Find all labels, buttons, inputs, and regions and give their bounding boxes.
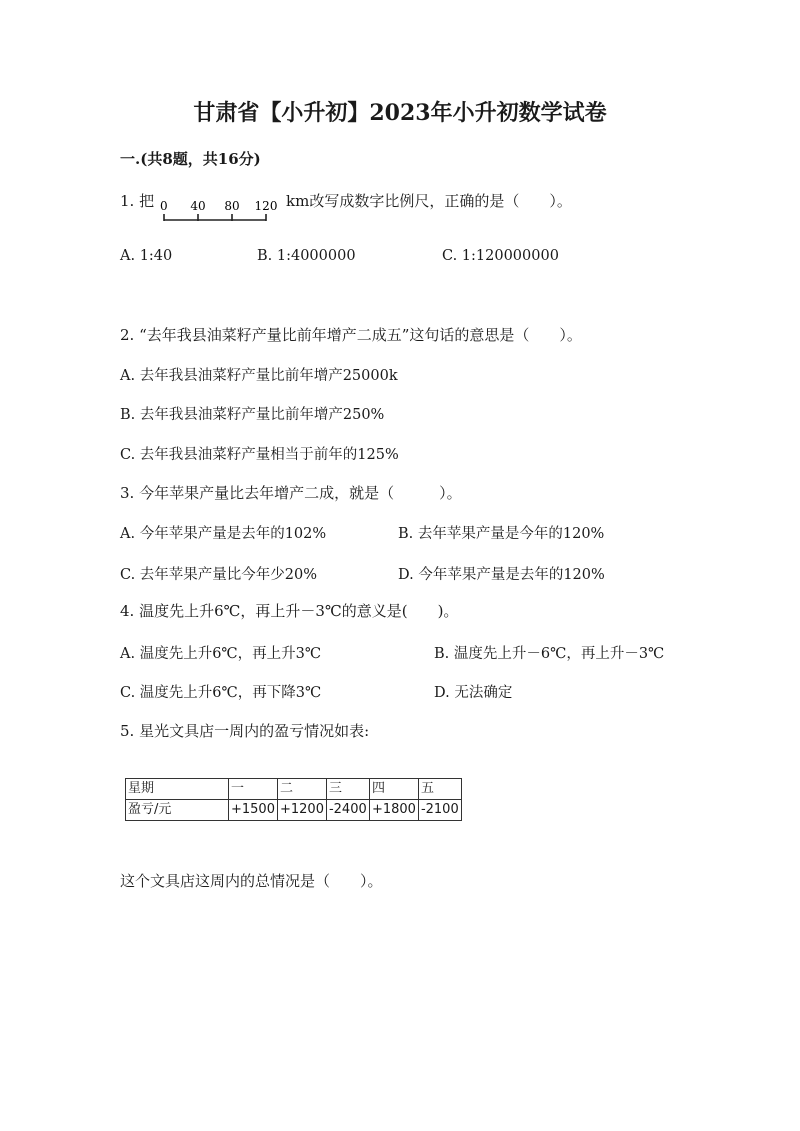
scale-bar [158,194,280,224]
table-header-cell: 星期 [126,779,229,800]
table-cell: 盈亏/元 [126,800,229,821]
table-cell: -2100 [418,800,461,821]
q3-option-d: D. 今年苹果产量是去年的120% [398,567,605,583]
table-cell: +1200 [277,800,326,821]
table-row [126,800,462,821]
table-header-row [126,779,462,800]
section-heading: 一.(共8题，共16分) [120,150,261,168]
q4-option-a: A. 温度先上升6℃，再上升3℃ [120,646,322,662]
table-header-cell: 二 [277,779,326,800]
q2-option-b: B. 去年我县油菜籽产量比前年增产250% [120,407,385,423]
q1-option-a: A. 1:40 [120,248,173,264]
table-cell: +1800 [369,800,418,821]
scale-label-80: 80 [224,199,240,213]
scale-label-40: 40 [190,199,206,213]
q3-option-a: A. 今年苹果产量是去年的102% [120,526,327,542]
q2-stem: 2. “去年我县油菜籽产量比前年增产二成五”这句话的意思是（ ）。 [120,326,582,344]
table-header-cell: 三 [326,779,369,800]
table-header-cell: 四 [369,779,418,800]
q4-option-d: D. 无法确定 [434,685,513,701]
q1-suffix: km改写成数字比例尺，正确的是（ ）。 [286,192,572,210]
page-title: 甘肃省【小升初】2023年小升初数学试卷 [193,100,607,126]
table-header-cell: 一 [229,779,278,800]
q3-option-c: C. 去年苹果产量比今年少20% [120,567,318,583]
q5-follow-up: 这个文具店这周内的总情况是（ ）。 [120,872,383,890]
q4-stem: 4. 温度先上升6℃，再上升－3℃的意义是( )。 [120,602,459,620]
table-cell: -2400 [326,800,369,821]
q3-option-b: B. 去年苹果产量是今年的120% [398,526,605,542]
q2-option-c: C. 去年我县油菜籽产量相当于前年的125% [120,447,399,463]
table-header-cell: 五 [418,779,461,800]
scale-label-0: 0 [160,199,168,213]
q2-option-a: A. 去年我县油菜籽产量比前年增产25000k [120,368,398,384]
table-cell: +1500 [229,800,278,821]
q1-option-b: B. 1:4000000 [257,248,356,264]
q5-stem: 5. 星光文具店一周内的盈亏情况如表: [120,722,370,740]
q1-option-c: C. 1:120000000 [442,248,559,264]
q1-prefix: 1. 把 [120,192,155,210]
profit-loss-table [125,778,462,821]
q3-stem: 3. 今年苹果产量比去年增产二成，就是（ ）。 [120,484,462,502]
scale-label-120: 120 [254,199,278,213]
q4-option-b: B. 温度先上升－6℃，再上升－3℃ [434,646,665,662]
q4-option-c: C. 温度先上升6℃，再下降3℃ [120,685,322,701]
